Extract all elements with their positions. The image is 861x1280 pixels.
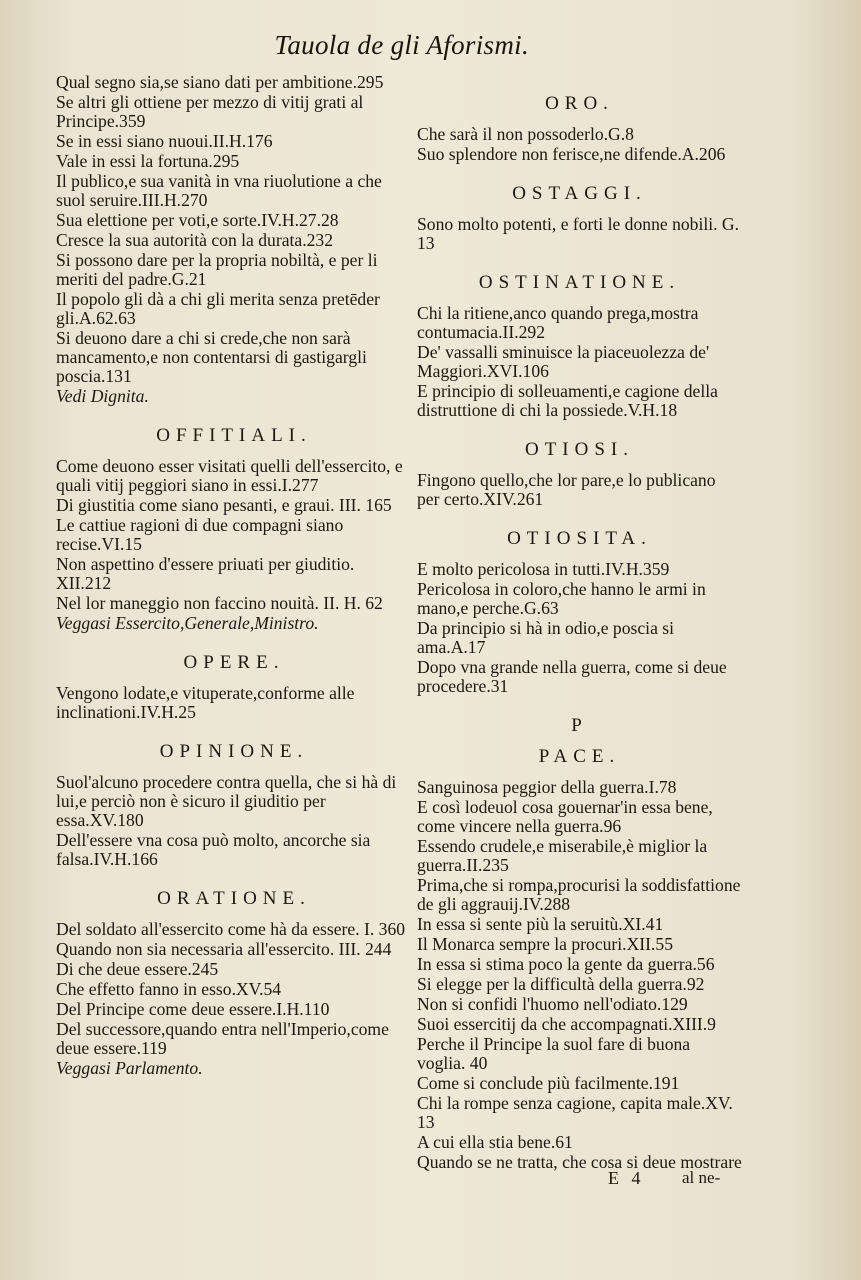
index-entry: Dopo vna grande nella guerra, come si deue procedere.31 bbox=[417, 657, 727, 696]
signature-mark: E 4 bbox=[608, 1168, 645, 1188]
entries-ostaggi bbox=[417, 215, 742, 253]
index-entry: Come deuono esser visitati quelli dell'essercito, e quali vitij peggiori siano in essi.I.277 bbox=[56, 456, 403, 495]
index-entry: Suo splendore non ferisce,ne difende.A.206 bbox=[417, 144, 726, 164]
entries-pace bbox=[417, 778, 742, 1172]
index-entry: Cresce la sua autorità con la durata.232 bbox=[56, 230, 333, 250]
section-heading-ostaggi: OSTAGGI. bbox=[512, 183, 647, 204]
index-entry: Fingono quello,che lor pare,e lo publicano per certo.XIV.261 bbox=[417, 470, 716, 509]
index-entry: Di che deue essere.245 bbox=[56, 959, 219, 979]
section-heading-opere: OPERE. bbox=[183, 652, 285, 673]
index-entry: Del Principe come deue essere.I.H.110 bbox=[56, 999, 330, 1019]
section-heading-otiosi: OTIOSI. bbox=[524, 439, 635, 460]
index-entry: Suoi essercitij da che accompagnati.XIII.9 bbox=[417, 1014, 716, 1034]
index-entry: Le cattiue ragioni di due compagni siano recise.VI.15 bbox=[56, 515, 344, 554]
index-entry: Chi la ritiene,anco quando prega,mostra contumacia.II.292 bbox=[417, 303, 699, 342]
section-heading-opinione: OPINIONE. bbox=[159, 741, 309, 762]
index-entry: Nel lor maneggio non faccino nouità. II. H. 62 bbox=[56, 593, 383, 613]
index-entry: Come si conclude più facilmente.191 bbox=[417, 1073, 680, 1093]
index-entry: E molto pericolosa in tutti.IV.H.359 bbox=[417, 559, 670, 579]
index-entry: Quando non sia necessaria all'essercito. III. 244 bbox=[56, 939, 392, 959]
index-entry: Il Monarca sempre la procuri.XII.55 bbox=[417, 934, 673, 954]
index-entry: Si elegge per la difficultà della guerra.92 bbox=[417, 974, 705, 994]
index-entry: Dell'essere vna cosa può molto, ancorche sia falsa.IV.H.166 bbox=[56, 830, 371, 869]
index-entry: Da principio si hà in odio,e poscia si ama.A.17 bbox=[417, 618, 675, 657]
entries-opere bbox=[56, 684, 412, 722]
section-heading-pace: PACE. bbox=[538, 746, 621, 767]
index-entry: Prima,che si rompa,procurisi la soddisfattione de gli aggrauij.IV.288 bbox=[417, 875, 741, 914]
entries-otiosi bbox=[417, 471, 742, 509]
index-entry: Pericolosa in coloro,che hanno le armi in mano,e perche.G.63 bbox=[417, 579, 706, 618]
index-entry: Suol'alcuno procedere contra quella, che si hà di lui,e perciò non è sicuro il giuditio per essa.XV.180 bbox=[56, 772, 397, 830]
index-entry: In essa si sente più la seruitù.XI.41 bbox=[417, 914, 664, 934]
index-entry: Se in essi siano nuoui.II.H.176 bbox=[56, 131, 273, 151]
index-entry: In essa si stima poco la gente da guerra.56 bbox=[417, 954, 715, 974]
index-entry: Del successore,quando entra nell'Imperio,come deue essere.119 bbox=[56, 1019, 389, 1058]
entries-opinione bbox=[56, 773, 412, 869]
index-entry: Il publico,e sua vanità in vna riuolutione a che suol seruire.III.H.270 bbox=[56, 171, 382, 210]
section-heading-oro: ORO. bbox=[545, 93, 614, 114]
entries-oratione bbox=[56, 920, 412, 1078]
index-entry: Qual segno sia,se siano dati per ambitione.295 bbox=[56, 72, 384, 92]
index-entry: Che effetto fanno in esso.XV.54 bbox=[56, 979, 282, 999]
section-heading-ostinatione: OSTINATIONE. bbox=[478, 272, 681, 293]
entries-intro bbox=[56, 73, 412, 406]
index-entry: E così lodeuol cosa gouernar'in essa bene, come vincere nella guerra.96 bbox=[417, 797, 713, 836]
see-also-entry: Veggasi Essercito,Generale,Ministro. bbox=[56, 613, 319, 633]
entries-oro bbox=[417, 125, 742, 164]
letter-heading-p: P bbox=[571, 715, 588, 736]
index-entry: Il popolo gli dà a chi gli merita senza pretēder gli.A.62.63 bbox=[56, 289, 380, 328]
index-entry: A cui ella stia bene.61 bbox=[417, 1132, 573, 1152]
index-entry: Di giustitia come siano pesanti, e graui. III. 165 bbox=[56, 495, 392, 515]
see-also-entry: Veggasi Parlamento. bbox=[56, 1058, 203, 1078]
entries-offitiali bbox=[56, 457, 412, 633]
index-entry: Si deuono dare a chi si crede,che non sarà mancamento,e non contentarsi di gastigargli poscia.131 bbox=[56, 328, 367, 386]
index-entry: Vale in essi la fortuna.295 bbox=[56, 151, 240, 171]
index-entry: Chi la rompe senza cagione, capita male.XV. 13 bbox=[417, 1093, 733, 1132]
left-column bbox=[56, 73, 412, 1079]
catchword: al ne- bbox=[682, 1168, 721, 1187]
index-entry: Non si confidi l'huomo nell'odiato.129 bbox=[417, 994, 688, 1014]
index-entry: E principio di solleuamenti,e cagione della distruttione di chi la possiede.V.H.18 bbox=[417, 381, 718, 420]
section-heading-otiosita: OTIOSITA. bbox=[507, 528, 652, 549]
right-column bbox=[417, 94, 742, 1173]
index-entry: Non aspettino d'essere priuati per giuditio. XII.212 bbox=[56, 554, 355, 593]
index-entry: Quando se ne tratta, che cosa si deue mostrare bbox=[417, 1152, 742, 1172]
index-entry: Si possono dare per la propria nobiltà, e per li meriti del padre.G.21 bbox=[56, 250, 378, 289]
index-entry: Perche il Principe la suol fare di buona voglia. 40 bbox=[417, 1034, 691, 1073]
index-entry: Sanguinosa peggior della guerra.I.78 bbox=[417, 777, 677, 797]
entries-otiosita bbox=[417, 560, 742, 696]
entries-ostinatione bbox=[417, 304, 742, 420]
section-heading-offitiali: OFFITIALI. bbox=[156, 425, 312, 446]
page-header-title: Tauola de gli Aforismi. bbox=[274, 30, 529, 60]
index-entry: Sua elettione per voti,e sorte.IV.H.27.28 bbox=[56, 210, 339, 230]
index-entry: Vengono lodate,e vituperate,conforme alle inclinationi.IV.H.25 bbox=[56, 683, 355, 722]
index-entry: Che sarà il non possoderlo.G.8 bbox=[417, 124, 634, 144]
index-entry: Essendo crudele,e miserabile,è miglior la guerra.II.235 bbox=[417, 836, 708, 875]
see-also-entry: Vedi Dignita. bbox=[56, 386, 149, 406]
index-entry: Del soldato all'essercito come hà da essere. I. 360 bbox=[56, 919, 406, 939]
index-entry: De' vassalli sminuisce la piaceuolezza de' Maggiori.XVI.106 bbox=[417, 342, 710, 381]
index-entry: Se altri gli ottiene per mezzo di vitij grati al Principe.359 bbox=[56, 92, 364, 131]
index-entry: Sono molto potenti, e forti le donne nobili. G. 13 bbox=[417, 214, 740, 253]
section-heading-oratione: ORATIONE. bbox=[157, 888, 311, 909]
